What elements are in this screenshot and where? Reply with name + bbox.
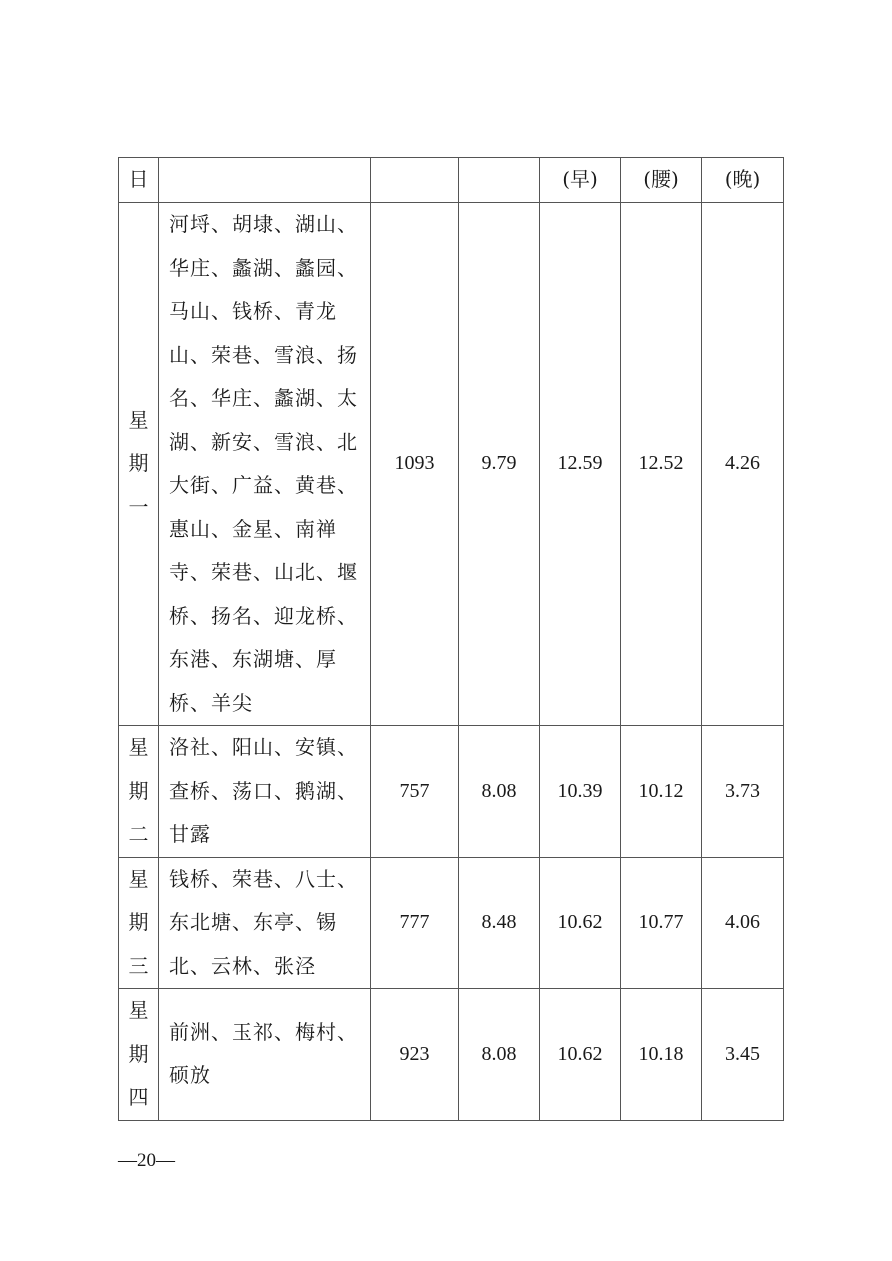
value-cell: 12.52 (621, 203, 702, 726)
value-cell: 8.08 (459, 726, 540, 858)
table-row (119, 726, 784, 858)
places-cell: 前洲、玉祁、梅村、硕放 (159, 989, 371, 1121)
day-cell (119, 989, 159, 1121)
table-row (119, 203, 784, 726)
value-cell: 3.45 (702, 989, 784, 1121)
header-cell: (腰) (621, 158, 702, 203)
places-cell: 河埒、胡埭、湖山、华庄、蠡湖、蠡园、马山、钱桥、青龙山、荣巷、雪浪、扬名、华庄、蠡湖、太湖、新安、雪浪、北大街、广益、黄巷、惠山、金星、南禅寺、荣巷、山北、堰桥、扬名、迎龙桥、东港、东湖塘、厚桥、羊尖 (159, 203, 371, 726)
header-cell: (早) (540, 158, 621, 203)
day-char: 三 (128, 953, 149, 978)
day-char: 期 (128, 1041, 149, 1066)
value-cell: 10.77 (621, 857, 702, 989)
value-cell: 4.06 (702, 857, 784, 989)
value-cell: 9.79 (459, 203, 540, 726)
header-cell (159, 158, 371, 203)
header-cell: 日 (119, 158, 159, 203)
value-cell: 777 (371, 857, 459, 989)
header-cell (459, 158, 540, 203)
value-cell: 8.08 (459, 989, 540, 1121)
day-char: 二 (128, 822, 149, 846)
value-cell: 1093 (371, 203, 459, 726)
value-cell: 10.12 (621, 726, 702, 858)
value-cell: 10.62 (540, 857, 621, 989)
page-number: —20— (118, 1150, 175, 1171)
day-cell (119, 203, 159, 726)
value-cell: 8.48 (459, 857, 540, 989)
day-char: 星 (128, 407, 149, 432)
value-cell: 10.39 (540, 726, 621, 858)
day-char: 期 (128, 778, 149, 803)
day-cell (119, 857, 159, 989)
value-cell: 10.62 (540, 989, 621, 1121)
header-cell (371, 158, 459, 203)
day-char: 期 (128, 451, 149, 476)
day-cell (119, 726, 159, 858)
value-cell: 12.59 (540, 203, 621, 726)
day-char: 星 (128, 866, 149, 891)
day-char: 一 (128, 494, 149, 519)
header-cell: (晚) (702, 158, 784, 203)
value-cell: 3.73 (702, 726, 784, 858)
places-cell: 钱桥、荣巷、八士、东北塘、东亭、锡北、云林、张泾 (159, 857, 371, 989)
table-row (119, 857, 784, 989)
day-char: 期 (128, 910, 149, 934)
value-cell: 757 (371, 726, 459, 858)
value-cell: 4.26 (702, 203, 784, 726)
places-cell: 洛社、阳山、安镇、查桥、荡口、鹅湖、甘露 (159, 726, 371, 858)
day-char: 星 (128, 735, 149, 759)
day-char: 四 (128, 1085, 149, 1109)
value-cell: 923 (371, 989, 459, 1121)
value-cell: 10.18 (621, 989, 702, 1121)
schedule-table (118, 157, 784, 1121)
table-header-row (119, 158, 784, 203)
table-row (119, 989, 784, 1121)
day-char: 星 (128, 998, 149, 1022)
